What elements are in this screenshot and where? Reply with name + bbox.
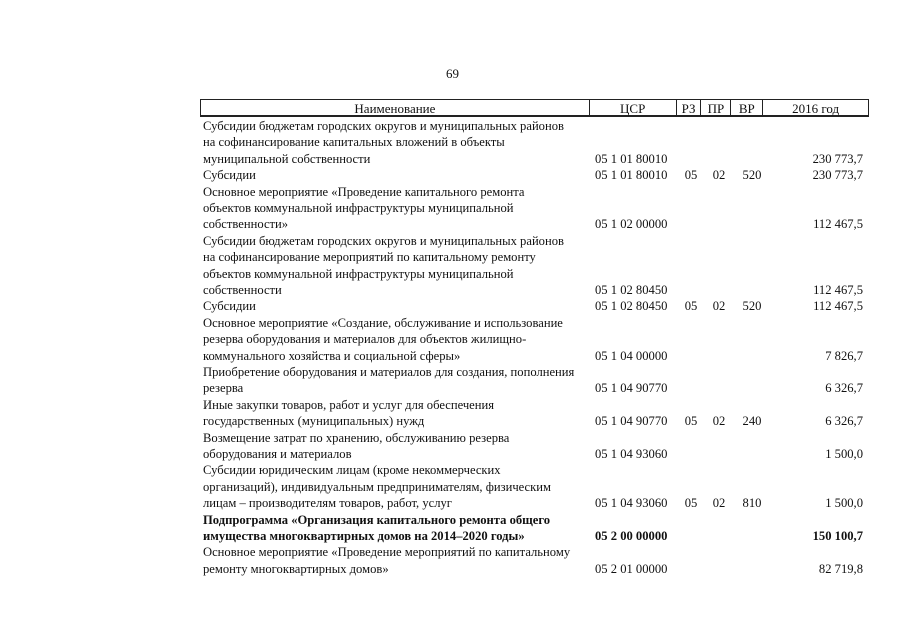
header-pr: ПР (701, 100, 731, 115)
row-pr: 02 (712, 414, 726, 429)
row-vr: 240 (742, 414, 762, 429)
table-row (0, 298, 905, 314)
row-name (203, 512, 588, 545)
row-name-line: Основное мероприятие «Создание, обслуживание и использование (203, 315, 563, 330)
row-name-line: резерва оборудования и материалов для объектов жилищно- (203, 332, 527, 347)
row-value: 112 467,5 (813, 299, 863, 314)
row-name (203, 233, 588, 299)
row-vr: 810 (742, 496, 762, 511)
table-row (0, 184, 905, 233)
row-rz: 05 (684, 168, 698, 183)
row-name-line: на софинансирование капитальных вложений в объекты (203, 135, 505, 150)
row-name-line: Иные закупки товаров, работ и услуг для обеспечения (203, 397, 495, 412)
row-value: 112 467,5 (813, 217, 863, 232)
row-name-line: объектов коммунальной инфраструктуры муниципальной (203, 200, 514, 215)
row-name (203, 315, 588, 364)
row-name-line: Субсидии юридическим лицам (кроме некоммерческих (203, 463, 501, 478)
row-name-line: на софинансирование мероприятий по капитальному ремонту (203, 250, 536, 265)
row-name-line: собственности (203, 282, 282, 297)
row-name-line: ремонту многоквартирных домов» (203, 561, 389, 576)
row-name-line: Субсидии бюджетам городских округов и муниципальных районов (203, 119, 564, 133)
table-row (0, 118, 905, 167)
page-number: 69 (446, 66, 459, 81)
row-name-line: лицам – производителям товаров, работ, услуг (203, 496, 452, 511)
row-pr: 02 (712, 168, 726, 183)
row-value: 82 719,8 (818, 561, 863, 576)
header-name: Наименование (201, 100, 590, 115)
row-value: 6 326,7 (825, 381, 863, 396)
table-row (0, 512, 905, 545)
header-year: 2016 год (792, 101, 840, 116)
table-row (0, 430, 905, 463)
row-name-line: Основное мероприятие «Проведение мероприятий по капитальному (203, 545, 571, 560)
row-csr: 05 2 00 00000 (595, 528, 668, 543)
row-rz: 05 (684, 414, 698, 429)
row-pr: 02 (712, 299, 726, 314)
row-name (203, 544, 588, 577)
row-name (203, 462, 588, 511)
row-name (203, 118, 588, 167)
row-pr: 02 (712, 496, 726, 511)
header-csr: ЦСР (590, 100, 677, 115)
table-row (0, 315, 905, 364)
row-name (203, 298, 588, 314)
row-name-line: Подпрограмма «Организация капитального ремонта общего (203, 512, 551, 527)
row-value: 150 100,7 (812, 528, 863, 543)
row-name-line: резерва (203, 381, 244, 396)
table-row (0, 544, 905, 577)
row-name (203, 167, 588, 183)
header-vr: ВР (731, 100, 763, 115)
row-name-line: Основное мероприятие «Проведение капитального ремонта (203, 184, 525, 199)
row-name-line: собственности» (203, 217, 289, 232)
row-value: 6 326,7 (825, 414, 863, 429)
table-row (0, 233, 905, 299)
row-csr: 05 1 01 80010 (595, 168, 668, 183)
row-csr: 05 1 04 90770 (595, 414, 668, 429)
row-name-line: Возмещение затрат по хранению, обслуживанию резерва (203, 430, 510, 445)
row-csr: 05 1 04 93060 (595, 446, 668, 461)
table-body (0, 118, 905, 577)
header-rz: РЗ (677, 100, 702, 115)
row-name-line: государственных (муниципальных) нужд (203, 414, 425, 429)
row-csr: 05 1 04 93060 (595, 496, 668, 511)
table-row (0, 167, 905, 183)
row-name-line: Субсидии бюджетам городских округов и муниципальных районов (203, 233, 564, 248)
row-name (203, 430, 588, 463)
row-csr: 05 1 04 00000 (595, 348, 668, 363)
row-name-line: коммунального хозяйства и социальной сферы» (203, 348, 461, 363)
row-rz: 05 (684, 299, 698, 314)
row-value: 1 500,0 (825, 496, 863, 511)
row-vr: 520 (742, 299, 762, 314)
row-value: 230 773,7 (812, 151, 863, 166)
table-row (0, 462, 905, 511)
row-csr: 05 2 01 00000 (595, 561, 668, 576)
row-csr: 05 1 01 80010 (595, 151, 668, 166)
row-name-line: имущества многоквартирных домов на 2014–2020 годы» (203, 528, 525, 543)
row-rz: 05 (684, 496, 698, 511)
table-row (0, 397, 905, 430)
row-name-line: оборудования и материалов (203, 446, 352, 461)
row-name-line: Субсидии (203, 168, 256, 183)
row-csr: 05 1 02 80450 (595, 282, 668, 297)
row-name-line: организаций), индивидуальным предпринимателям, физическим (203, 479, 551, 494)
row-vr: 520 (742, 168, 762, 183)
row-csr: 05 1 02 80450 (595, 299, 668, 314)
row-value: 7 826,7 (825, 348, 863, 363)
row-name (203, 184, 588, 233)
row-name-line: Приобретение оборудования и материалов для создания, пополнения (203, 364, 575, 379)
row-name (203, 364, 588, 397)
row-csr: 05 1 04 90770 (595, 381, 668, 396)
table-header (200, 99, 869, 117)
table-row (0, 364, 905, 397)
row-value: 230 773,7 (812, 168, 863, 183)
row-value: 112 467,5 (813, 282, 863, 297)
row-name (203, 397, 588, 430)
row-name-line: муниципальной собственности (203, 151, 371, 166)
row-csr: 05 1 02 00000 (595, 217, 668, 232)
row-name-line: Субсидии (203, 299, 256, 314)
row-name-line: объектов коммунальной инфраструктуры муниципальной (203, 266, 514, 281)
row-value: 1 500,0 (825, 446, 863, 461)
